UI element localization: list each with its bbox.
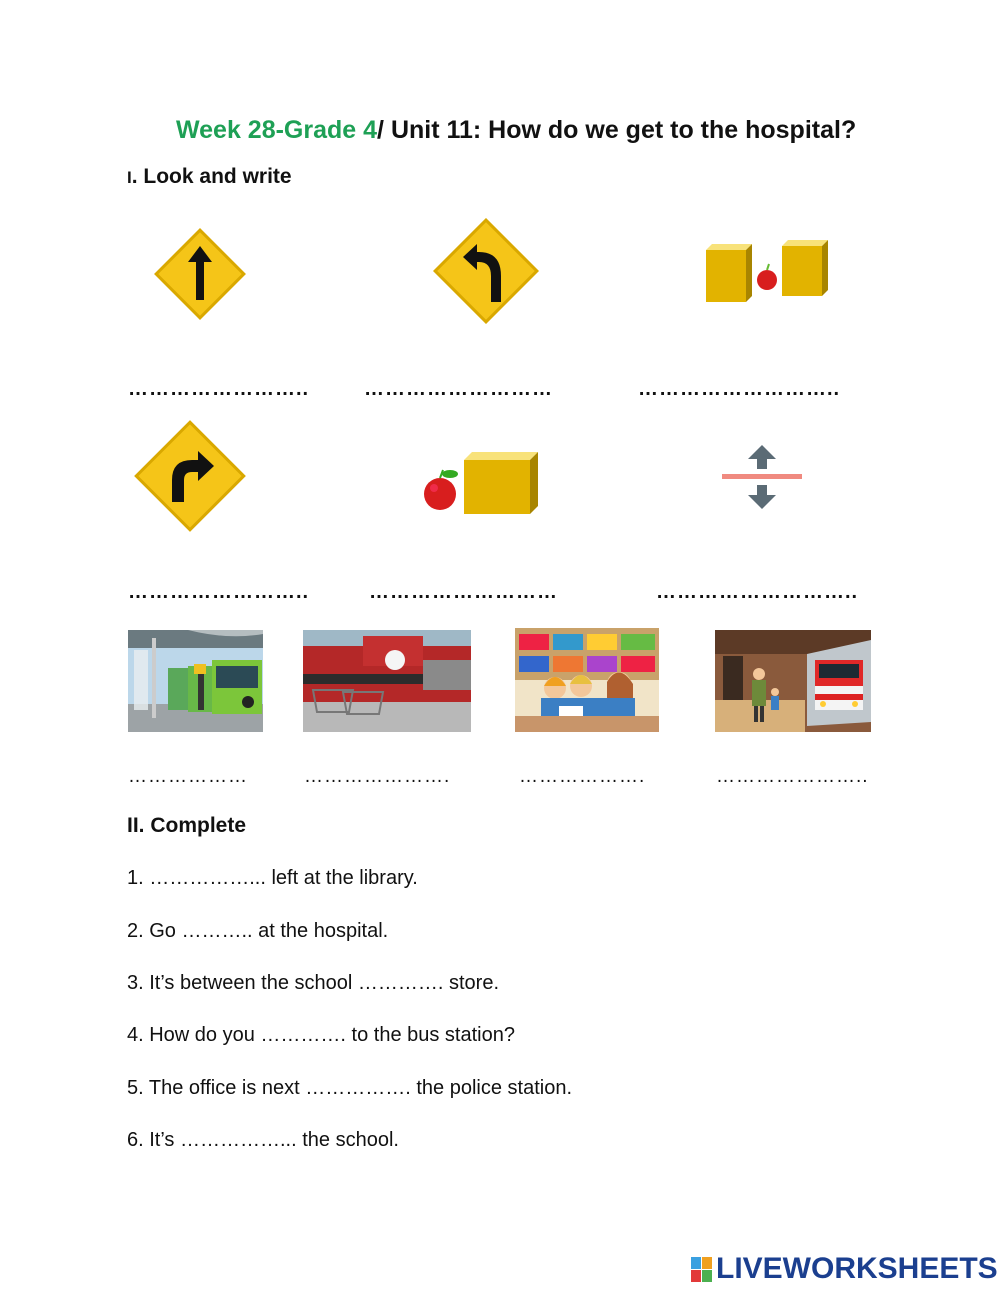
section-look-and-write xyxy=(127,165,292,189)
blank-answer[interactable]: …………………….. xyxy=(128,581,310,603)
liveworksheets-logo[interactable]: LIVEWORKSHEETS xyxy=(716,1252,998,1285)
section-roman: I xyxy=(127,168,132,187)
blank-answer[interactable]: ……………………… xyxy=(369,581,558,603)
turn-left-sign-icon xyxy=(433,218,539,324)
between-boxes-apple-icon xyxy=(702,238,832,308)
sentence-item[interactable]: 2. Go ……….. at the hospital. xyxy=(127,920,389,942)
blank-answer[interactable]: ………………. xyxy=(519,766,646,787)
blank-answer[interactable]: …………………. xyxy=(304,766,451,787)
section-complete: II. Complete xyxy=(127,814,247,837)
blank-answer[interactable]: ……………………….. xyxy=(638,378,841,400)
sentence-item[interactable]: 3. It’s between the school …………. store. xyxy=(127,972,500,994)
bus-station-picture xyxy=(128,630,263,732)
sentence-item[interactable]: 5. The office is next ……………. the police station. xyxy=(127,1077,573,1099)
sentence-item[interactable]: 1. ……………... left at the library. xyxy=(127,867,418,889)
go-straight-sign-icon xyxy=(154,228,246,320)
library-picture xyxy=(515,628,659,732)
supermarket-picture xyxy=(303,630,471,732)
blank-answer[interactable]: ……………………… xyxy=(364,378,553,400)
title-unit: / Unit 11: How do we get to the hospital? xyxy=(377,116,857,144)
blank-answer[interactable]: ………………….. xyxy=(716,766,869,787)
opposite-arrows-icon xyxy=(720,443,804,511)
next-to-box-apple-icon xyxy=(418,448,542,518)
blank-answer[interactable]: ……………… xyxy=(128,766,248,787)
section-label: . Look and write xyxy=(131,165,292,188)
title-week: Week 28-Grade 4 xyxy=(176,116,378,144)
turn-right-sign-icon xyxy=(134,420,246,532)
sentence-item[interactable]: 4. How do you …………. to the bus station? xyxy=(127,1024,515,1046)
blank-answer[interactable]: …………………….. xyxy=(128,378,310,400)
liveworksheets-logo-icon xyxy=(691,1257,713,1283)
train-station-picture xyxy=(715,630,871,732)
sentence-item[interactable]: 6. It’s ……………... the school. xyxy=(127,1129,399,1151)
blank-answer[interactable]: ……………………….. xyxy=(656,581,859,603)
page-title xyxy=(176,116,1000,145)
